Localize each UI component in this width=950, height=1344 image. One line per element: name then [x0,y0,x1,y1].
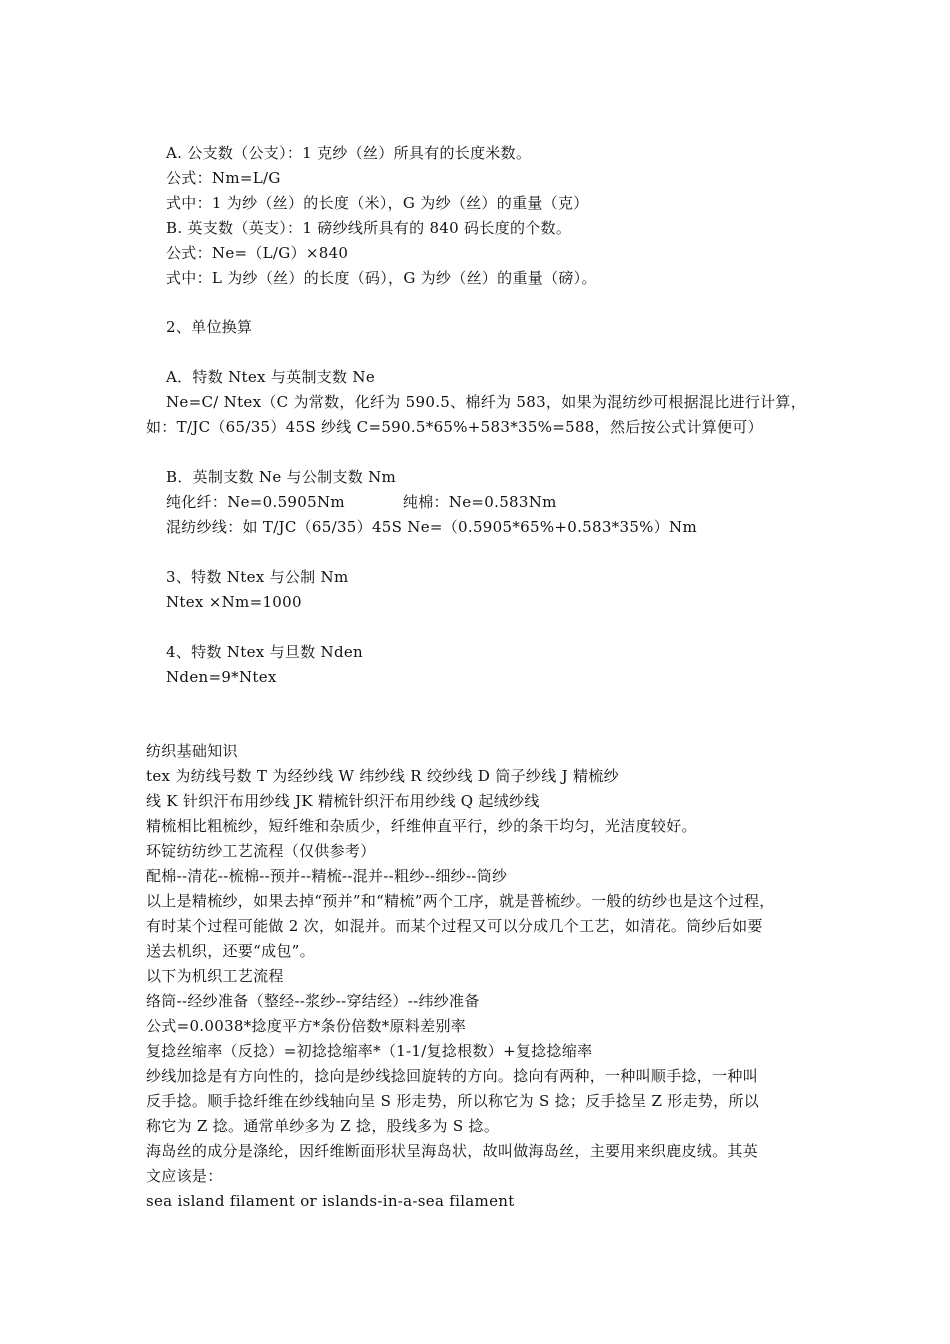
sea-island-1: 海岛丝的成分是涤纶，因纤维断面形状呈海岛状，故叫做海岛丝，主要用来织鹿皮绒。其英 [146,1142,759,1160]
sea-island-2: 文应该是： [146,1167,223,1185]
retwist-shrink-formula: 复捻丝缩率（反捻）=初捻捻缩率*（1-1/复捻根数）+复捻捻缩率 [146,1042,593,1060]
tex-nden-title: 4、特数 Ntex 与旦数 Nden [166,643,364,661]
ne-nm-title: B．英制支数 Ne 与公制支数 Nm [166,468,397,486]
conversion-heading: 2、单位换算 [166,318,253,336]
english-count-formula: 公式：Ne=（L/G）×840 [166,244,349,262]
metric-count-note: 式中：1 为纱（丝）的长度（米），G 为纱（丝）的重量（克） [166,194,589,212]
tex-nm-formula: Ntex ×Nm=1000 [166,593,302,611]
sea-island-english: sea island filament or islands-in-a-sea filament [146,1192,515,1210]
twist-formula: 公式=0.0038*捻度平方*条份倍数*原料差别率 [146,1017,467,1035]
ne-nm-pure-row [166,492,557,512]
english-count-title: B. 英支数（英支）：1 磅纱线所具有的 840 码长度的个数。 [166,219,572,237]
tex-nm-title: 3、特数 Ntex 与公制 Nm [166,568,349,586]
combed-vs-carded: 精梳相比粗梳纱，短纤维和杂质少，纤维伸直平行，纱的条干均匀，光洁度较好。 [146,817,697,835]
twist-direction-2: 反手捻。顺手捻纤维在纱线轴向呈 S 形走势，所以称它为 S 捻；反手捻呈 Z 形走势，所以 [146,1092,760,1110]
pure-cotton-formula: 纯棉：Ne=0.583Nm [402,493,557,511]
twist-direction-3: 称它为 Z 捻。通常单纱多为 Z 捻，股线多为 S 捻。 [146,1117,500,1135]
process-explain-1: 以上是精梳纱，如果去掉“预并”和“精梳”两个工序，就是普梳纱。一般的纺纱也是这个过程， [146,892,775,910]
metric-count-formula: 公式：Nm=L/G [166,169,281,187]
pure-synthetic-formula: 纯化纤：Ne=0.5905Nm [166,493,345,511]
ring-spinning-flow: 配棉--清花--梳棉--预并--精梳--混并--粗纱--细纱--筒纱 [146,867,508,885]
tex-ne-line-1: Ne=C/ Ntex（C 为常数，化纤为 590.5、棉纤为 583，如果为混纺纱可根据混比进行计算， [166,393,807,411]
tex-ne-line-2: 如：T/JC（65/35）45S 纱线 C=590.5*65%+583*35%=588，然后按公式计算便可） [146,418,763,436]
yarn-codes-line-2: 线 K 针织汗布用纱线 JK 精梳针织汗布用纱线 Q 起绒纱线 [146,792,540,810]
yarn-codes-line-1: tex 为纺线号数 T 为经纱线 W 纬纱线 R 绞纱线 D 筒子纱线 J 精梳纱 [146,767,619,785]
process-explain-2: 有时某个过程可能做 2 次，如混并。而某个过程又可以分成几个工艺，如清花。筒纱后如要 [146,917,763,935]
weaving-flow: 络筒--经纱准备（整经--浆纱--穿结经）--纬纱准备 [146,992,480,1010]
basics-heading: 纺织基础知识 [146,742,238,760]
english-count-note: 式中：L 为纱（丝）的长度（码），G 为纱（丝）的重量（磅）。 [166,269,597,287]
tex-nden-formula: Nden=9*Ntex [166,668,277,686]
tex-ne-title: A．特数 Ntex 与英制支数 Ne [166,368,376,386]
process-explain-3: 送去机织，还要“成包”。 [146,942,315,960]
metric-count-title: A. 公支数（公支）：1 克纱（丝）所具有的长度米数。 [166,144,532,162]
ring-spinning-title: 环锭纺纺纱工艺流程（仅供参考） [146,842,376,860]
weaving-title: 以下为机织工艺流程 [146,967,284,985]
twist-direction-1: 纱线加捻是有方向性的，捻向是纱线捻回旋转的方向。捻向有两种，一种叫顺手捻，一种叫 [146,1067,759,1085]
ne-nm-blend: 混纺纱线：如 T/JC（65/35）45S Ne=（0.5905*65%+0.583*35%）Nm [166,518,697,536]
